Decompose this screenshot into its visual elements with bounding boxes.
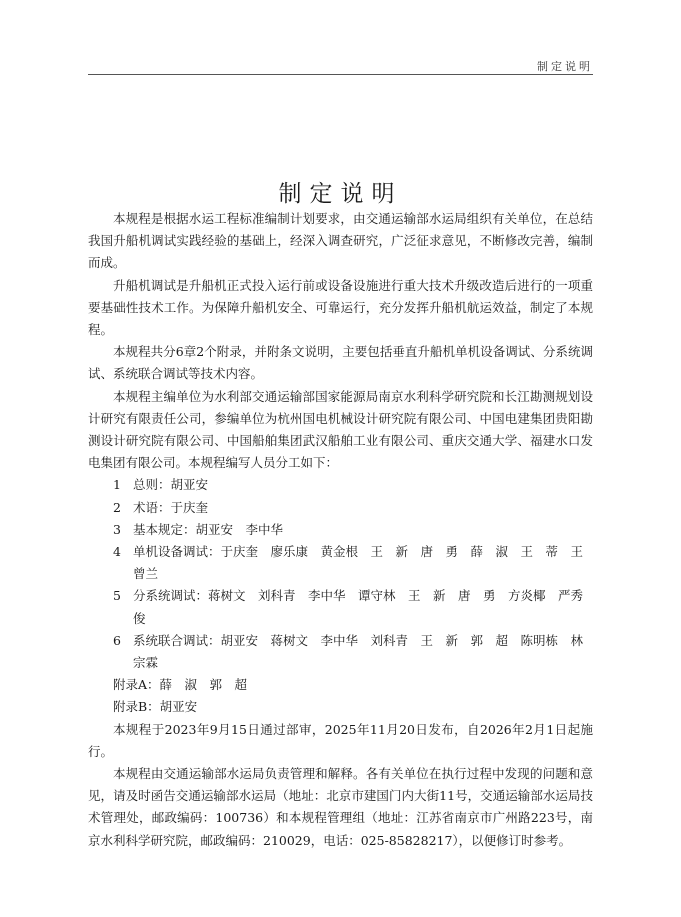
- list-text: 分系统调试：蒋树文 刘科青 李中华 谭守林 王 新 唐 勇 方炎椰 严秀俊: [133, 588, 584, 626]
- author-list-item: [88, 519, 593, 541]
- body-text: [88, 208, 593, 852]
- running-head: 制定说明: [537, 60, 593, 73]
- author-list-item: [88, 585, 593, 629]
- author-list-item: [88, 474, 593, 496]
- author-list-item: [88, 497, 593, 519]
- appendix-line: 附录B：胡亚安: [113, 699, 198, 715]
- list-number: 3: [113, 521, 121, 537]
- list-text: 术语：于庆奎: [133, 499, 209, 515]
- list-number: 1: [113, 477, 121, 493]
- paragraph: 本规程由交通运输部水运局负责管理和解释。各有关单位在执行过程中发现的问题和意见，请及时函告交通运输部水运局（地址：北京市建国门内大街11号，交通运输部水运局技术管理处，邮政编码：100736）和本规程管理组（地址：江苏省南京市广州路223号，南京水利科学研究院，邮政编码：210029，电话：025-85828217），以便修订时参考。: [88, 766, 593, 848]
- list-text: 系统联合调试：胡亚安 蒋树文 李中华 刘科青 王 新 郭 超 陈明栋 林宗霖: [133, 632, 584, 671]
- appendix-line: 附录A：薛 淑 郭 超: [113, 677, 248, 693]
- paragraph: 本规程主编单位为水利部交通运输部国家能源局南京水利科学研究院和长江勘测规划设计研究有限责任公司，参编单位为杭州国电机械设计研究院有限公司、中国电建集团贵阳勘测设计研究院有限公司、中国船舶集团武汉船舶工业有限公司、重庆交通大学、福建水口发电集团有限公司。本规程编写人员分工如下：: [88, 388, 593, 471]
- list-number: 5: [113, 588, 121, 604]
- paragraph: 升船机调试是升船机正式投入运行前或设备设施进行重大技术升级改造后进行的一项重要基础性技术工作。为保障升船机安全、可靠运行，充分发挥升船机航运效益，制定了本规程。: [88, 277, 593, 338]
- list-text: 总则：胡亚安: [133, 477, 209, 493]
- author-list-item: [88, 541, 593, 585]
- list-number: 2: [113, 499, 121, 515]
- list-number: 6: [113, 632, 121, 648]
- page-title: 制定说明: [278, 181, 403, 208]
- list-text: 基本规定：胡亚安 李中华: [133, 521, 284, 537]
- list-text: 单机设备调试：于庆奎 廖乐康 黄金根 王 新 唐 勇 薛 淑 王 蒂 王曾兰: [133, 544, 584, 582]
- paragraph: 本规程于2023年9月15日通过部审，2025年11月20日发布，自2026年2月1日起施行。: [88, 721, 593, 759]
- header-rule: [88, 74, 593, 75]
- paragraph: 本规程共分6章2个附录，并附条文说明，主要包括垂直升船机单机设备调试、分系统调试、系统联合调试等技术内容。: [88, 344, 593, 382]
- author-list-item: [88, 630, 593, 674]
- list-number: 4: [113, 544, 121, 560]
- paragraph: 本规程是根据水运工程标准编制计划要求，由交通运输部水运局组织有关单位，在总结我国升船机调试实践经验的基础上，经深入调查研究，广泛征求意见，不断修改完善，编制而成。: [88, 211, 593, 271]
